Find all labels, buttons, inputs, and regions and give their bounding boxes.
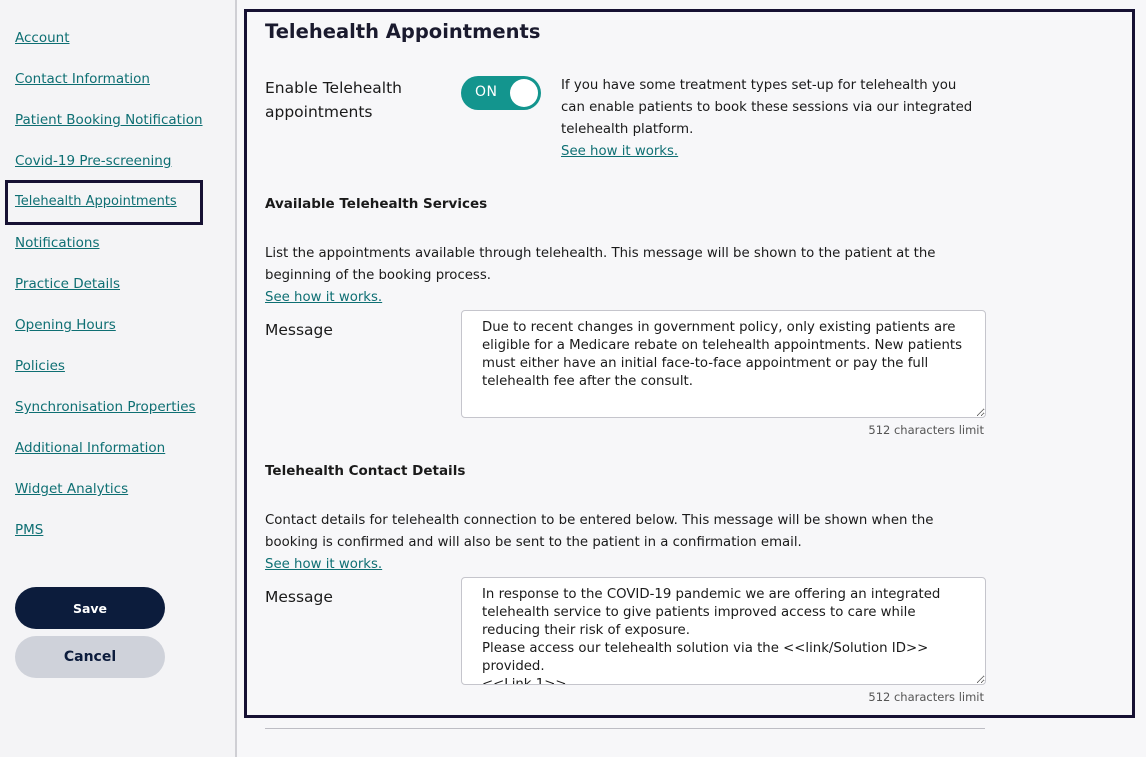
services-section-title: Available Telehealth Services — [265, 196, 488, 212]
contact-message-textarea[interactable] — [461, 577, 986, 685]
sidebar-item-account[interactable]: Account — [15, 30, 70, 46]
contact-see-how-link[interactable]: See how it works. — [265, 557, 383, 572]
services-see-how-link[interactable]: See how it works. — [265, 290, 383, 305]
sidebar-item-pms[interactable]: PMS — [15, 522, 44, 538]
enable-telehealth-toggle[interactable] — [461, 76, 541, 110]
enable-see-how-link[interactable]: See how it works. — [561, 144, 679, 159]
contact-description: Contact details for telehealth connection to be entered below. This message will be shown when the booking is confirmed and will also be sent to the patient in a confirmation email. — [265, 513, 934, 550]
sidebar-item-patient-booking-notification[interactable]: Patient Booking Notification — [15, 112, 203, 128]
cancel-button[interactable]: Cancel — [15, 636, 165, 678]
sidebar — [0, 0, 237, 757]
enable-telehealth-label: Enable Telehealth appointments — [265, 79, 403, 121]
contact-section-title: Telehealth Contact Details — [265, 463, 466, 479]
sidebar-item-policies[interactable]: Policies — [15, 358, 65, 374]
sidebar-item-contact-information[interactable]: Contact Information — [15, 71, 150, 87]
sidebar-item-notifications[interactable]: Notifications — [15, 235, 100, 251]
sidebar-item-practice-details[interactable]: Practice Details — [15, 276, 121, 292]
sidebar-item-synchronisation-properties[interactable]: Synchronisation Properties — [15, 399, 196, 415]
services-message-label: Message — [265, 321, 333, 339]
toggle-knob — [510, 79, 538, 107]
services-description: List the appointments available through telehealth. This message will be shown to the patient at the beginning of the booking process. — [265, 246, 936, 283]
sidebar-item-covid-prescreening[interactable]: Covid-19 Pre-screening — [15, 153, 172, 169]
toggle-state-text: ON — [475, 84, 498, 100]
sidebar-item-opening-hours[interactable]: Opening Hours — [15, 317, 116, 333]
sidebar-item-widget-analytics[interactable]: Widget Analytics — [15, 481, 129, 497]
contact-message-label: Message — [265, 588, 333, 606]
contact-char-limit: 512 characters limit — [868, 690, 984, 704]
bottom-divider — [265, 728, 985, 729]
services-message-textarea[interactable] — [461, 310, 986, 418]
sidebar-item-additional-information[interactable]: Additional Information — [15, 440, 166, 456]
save-button[interactable]: Save — [15, 587, 165, 629]
services-char-limit: 512 characters limit — [868, 423, 984, 437]
page-title: Telehealth Appointments — [265, 20, 541, 43]
sidebar-item-telehealth-appointments[interactable]: Telehealth Appointments — [15, 194, 177, 209]
enable-telehealth-description: If you have some treatment types set-up for telehealth you can enable patients to book these sessions via our integrated telehealth platform. — [561, 78, 973, 137]
